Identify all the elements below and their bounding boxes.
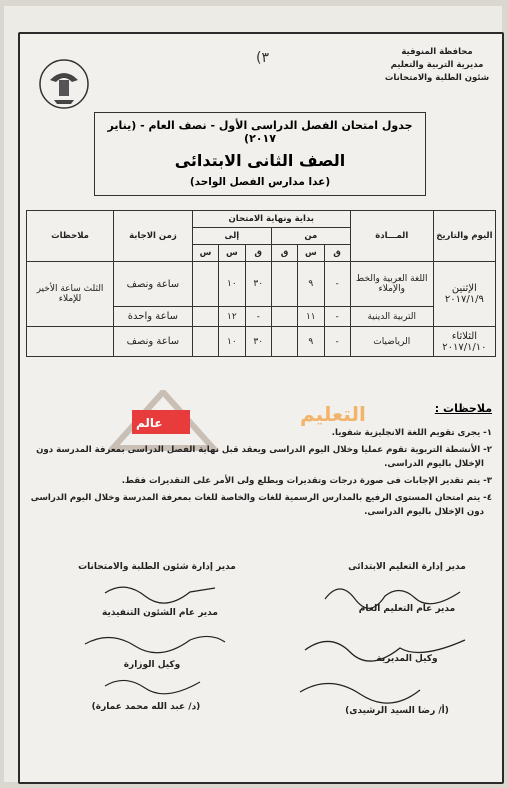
table-cell: ٩ [298,262,324,307]
table-cell: ٣٠ [245,327,271,357]
table-cell: ١١ [298,307,324,327]
signature-deputy: وكيل المديرية [376,654,438,664]
signature-ministry-deputy: وكيل الوزارة [123,660,181,670]
table-cell [271,262,297,307]
handwritten-signature [100,670,210,700]
table-cell-duration: ساعة ونصف [114,262,193,307]
sub-s: س [219,245,245,262]
col-duration: زمن الاجابة [114,211,193,262]
handwritten-signature [80,624,230,664]
grade-title: الصف الثانى الابتدائى [174,151,346,170]
signature-exec-affairs: مدير عام الشئون التنفيذية [102,608,218,618]
table-cell: ١٠ [219,262,245,307]
document-frame [18,32,504,784]
table-cell [192,262,218,307]
sub-s: س [298,245,324,262]
signature-name-right: (أ/ رضا السيد الرشيدى) [345,706,449,716]
watermark-text: التعليم [300,402,366,426]
note-item: ٢- الأنشطة التربوية تقوم عمليا وخلال اليوم الدراسى ويعقد قبل نهاية الفصل الدراسى بمعرفة المدرسة دون الإخلال باليوم الدراسى. [36,445,492,469]
note-item: ١- يجرى تقويم اللغة الانجليزية شفويا. [331,428,492,438]
table-row-day: الإثنين ٢٠١٧/١/٩ [433,262,495,327]
note-item: ٣- يتم تقدير الإجابات فى صورة درجات وتقديرات ويطلع ولى الأمر على التقديرات فقط. [121,476,492,486]
exam-title: جدول امتحان الفصل الدراسى الأول - نصف العام - (يناير ٢٠١٧) [107,119,413,145]
table-cell-duration: ساعة ونصف [114,327,193,357]
col-start-end: بداية ونهاية الامتحان [192,211,350,228]
handwritten-signature [300,630,470,670]
table-cell: ١٢ [219,307,245,327]
sub-s: س [192,245,218,262]
issuer-header [382,46,492,85]
notes-list [30,426,492,522]
sub-q: ق [324,245,350,262]
col-notes: ملاحظات [27,211,114,262]
signature-primary-director: مدير إدارة التعليم الابتدائى [348,562,466,572]
handwritten-signature [320,574,470,614]
table-row-day: الثلاثاء ٢٠١٧/١/١٠ [433,327,495,357]
table-cell-notes: الثلث ساعة الأخير للإملاء [27,262,114,327]
table-cell [271,307,297,327]
sub-q: ق [271,245,297,262]
table-cell [192,307,218,327]
table-cell: - [324,327,350,357]
watermark-logo-text: عالم [136,416,163,430]
col-subject: المـــادة [350,211,433,262]
department: شئون الطلبة والامتحانات [384,73,490,83]
table-cell: ٣٠ [245,262,271,307]
signature-student-affairs: مدير إدارة شئون الطلبة والامتحانات [78,562,236,572]
col-from: من [271,228,350,245]
signature-name-left: (د/ عبد الله محمد عمارة) [91,702,201,712]
schedule-table [26,210,496,357]
table-cell-duration: ساعة واحدة [114,307,193,327]
table-cell-subject: اللغة العربية والخط والإملاء [350,262,433,307]
table-cell: - [324,262,350,307]
directorate: مديرية التربية والتعليم [390,60,484,70]
note-item: ٤- يتم امتحان المستوى الرفيع بالمدارس الرسمية للغات والخاصة للغات بمعرفة المدرسة وخلال اليوم الدراسى دون الإخلال باليوم الدراسى. [30,493,492,517]
table-cell: - [245,307,271,327]
sub-q: ق [245,245,271,262]
document-page [4,6,502,782]
table-cell [271,327,297,357]
eagle-emblem-icon [38,56,90,114]
signature-general-director: مدير عام التعليم العام [358,604,456,614]
col-day-date: اليوم والتاريخ [433,211,495,262]
title-box [94,112,426,196]
table-cell-subject: الرياضيات [350,327,433,357]
col-to: إلى [192,228,271,245]
handwritten-number: (٣ [256,50,269,66]
table-cell [192,327,218,357]
exclusion-note: (عدا مدارس الفصل الواحد) [189,176,331,188]
governorate: محافظة المنوفية [401,47,473,57]
table-cell-subject: التربية الدينية [350,307,433,327]
table-cell: ٩ [298,327,324,357]
notes-heading: ملاحظات : [434,402,492,415]
table-cell-notes [27,327,114,357]
handwritten-signature [290,674,450,710]
table-cell: - [324,307,350,327]
handwritten-signature [100,578,220,608]
table-cell: ١٠ [219,327,245,357]
